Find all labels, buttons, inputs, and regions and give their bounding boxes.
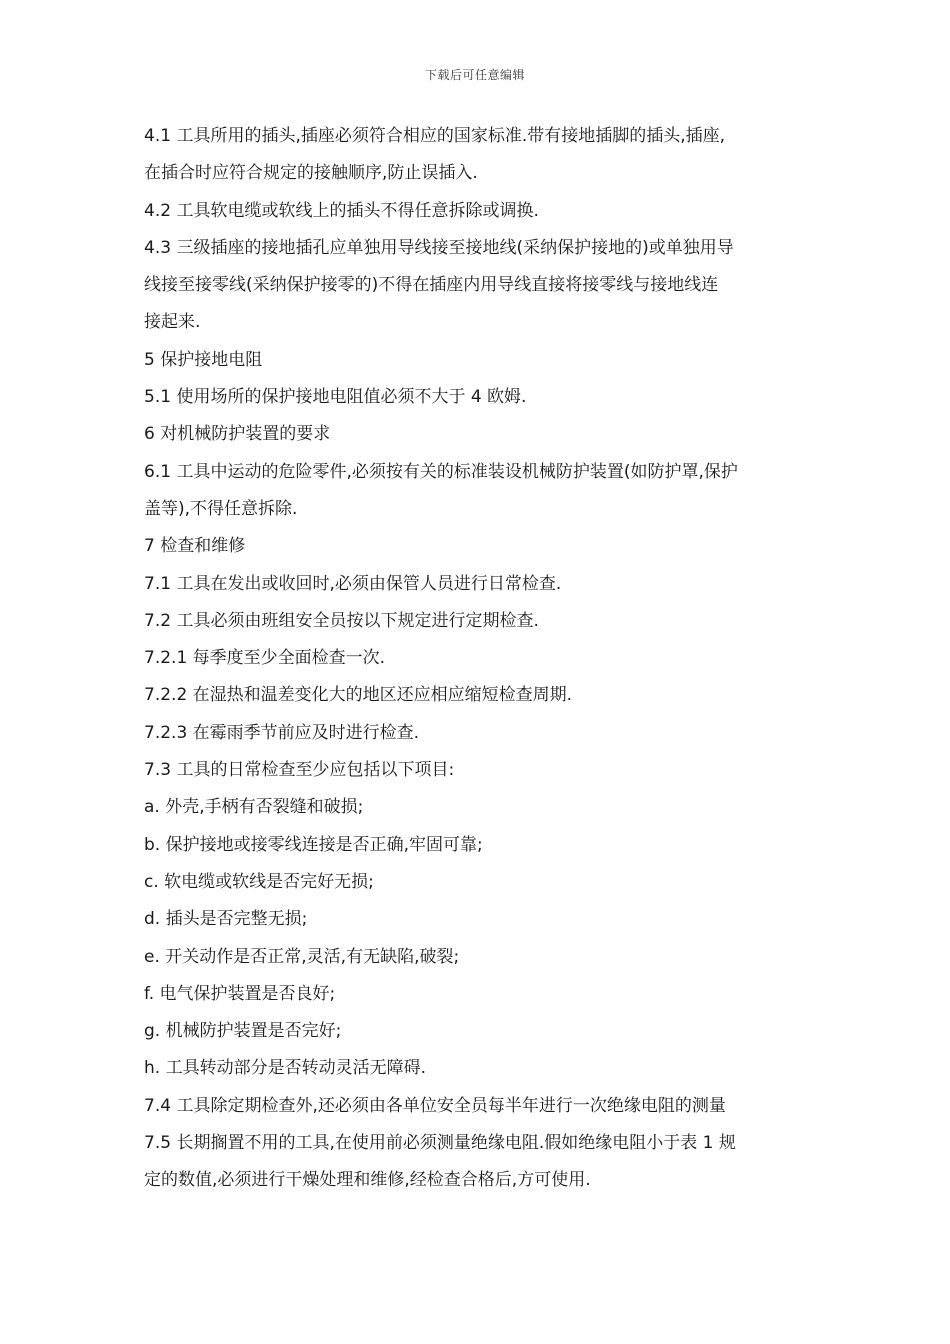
text-line: 7.4 工具除定期检查外,还必须由各单位安全员每半年进行一次绝缘电阻的测量 — [144, 1095, 726, 1116]
page-header: 下载后可任意编辑 — [424, 68, 525, 82]
text-line: 盖等),不得任意拆除. — [144, 498, 298, 519]
document-body — [144, 118, 814, 1200]
list-item: g. 机械防护装置是否完好; — [144, 1021, 342, 1042]
text-line: 7.2.2 在湿热和温差变化大的地区还应相应缩短检查周期. — [144, 685, 573, 706]
text-line: 线接至接零线(采纳保护接零的)不得在插座内用导线直接将接零线与接地线连 — [144, 275, 719, 296]
section-heading: 7 检查和维修 — [144, 536, 246, 557]
list-item: e. 开关动作是否正常,灵活,有无缺陷,破裂; — [144, 946, 460, 967]
list-item: b. 保护接地或接零线连接是否正确,牢固可靠; — [144, 834, 483, 855]
text-line: 7.1 工具在发出或收回时,必须由保管人员进行日常检查. — [144, 573, 562, 594]
text-line: 7.2 工具必须由班组安全员按以下规定进行定期检查. — [144, 610, 539, 631]
text-line: 7.2.3 在霉雨季节前应及时进行检查. — [144, 722, 420, 743]
text-line: 在插合时应符合规定的接触顺序,防止误插入. — [144, 163, 478, 184]
list-item: a. 外壳,手柄有否裂缝和破损; — [144, 797, 364, 818]
list-item: c. 软电缆或软线是否完好无损; — [144, 871, 374, 892]
text-line: 接起来. — [144, 312, 201, 333]
text-line: 7.5 长期搁置不用的工具,在使用前必须测量绝缘电阻.假如绝缘电阻小于表 1 规 — [144, 1133, 736, 1154]
text-line: 7.3 工具的日常检查至少应包括以下项目: — [144, 760, 455, 781]
text-line: 4.2 工具软电缆或软线上的插头不得任意拆除或调换. — [144, 200, 539, 221]
list-item: f. 电气保护装置是否良好; — [144, 983, 336, 1004]
text-line: 4.3 三级插座的接地插孔应单独用导线接至接地线(采纳保护接地的)或单独用导 — [144, 237, 734, 258]
text-line: 定的数值,必须进行干燥处理和维修,经检查合格后,方可使用. — [144, 1170, 591, 1191]
list-item: h. 工具转动部分是否转动灵活无障碍. — [144, 1058, 426, 1079]
section-heading: 5 保护接地电阻 — [144, 349, 263, 370]
text-line: 6.1 工具中运动的危险零件,必须按有关的标准装设机械防护装置(如防护罩,保护 — [144, 461, 738, 482]
list-item: d. 插头是否完整无损; — [144, 909, 308, 930]
text-line: 5.1 使用场所的保护接地电阻值必须不大于 4 欧姆. — [144, 387, 527, 408]
text-line: 7.2.1 每季度至少全面检查一次. — [144, 648, 386, 669]
section-heading: 6 对机械防护装置的要求 — [144, 424, 331, 445]
text-line: 4.1 工具所用的插头,插座必须符合相应的国家标准.带有接地插脚的插头,插座, — [144, 126, 726, 146]
